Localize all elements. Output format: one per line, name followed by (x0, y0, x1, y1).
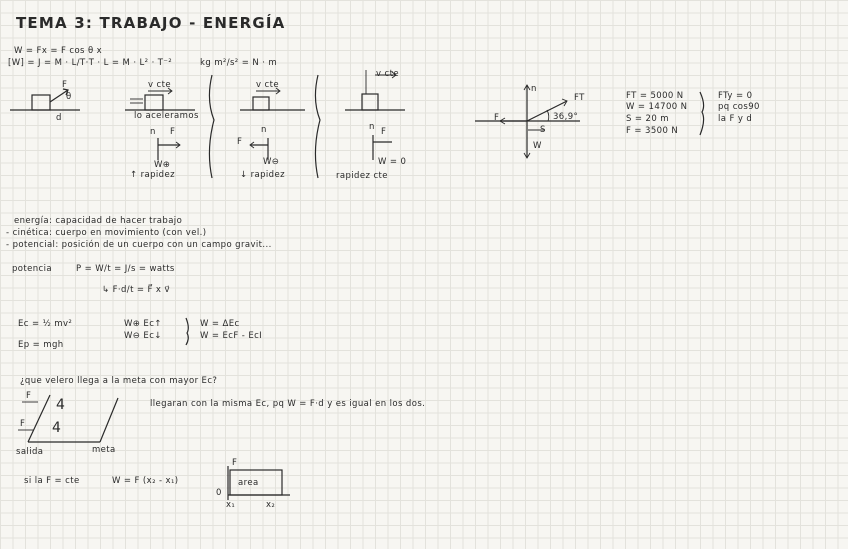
fd-w-label: W (533, 141, 542, 151)
race-f2-label: F (20, 419, 26, 429)
ec-brace (186, 318, 188, 345)
work-formula: W = Fx = F cos θ x (14, 46, 103, 56)
fd-brace (700, 92, 704, 135)
d4-force: F (381, 127, 387, 137)
work-negative: W⊖ Ec↓ (124, 331, 162, 341)
d2-velocity-label: v cte (148, 80, 171, 90)
divider-2 (315, 75, 320, 178)
work-units-si: kg m²/s² = N · m (200, 58, 278, 68)
area-x2: x₂ (266, 500, 276, 510)
race-start: salida (16, 447, 44, 457)
d2-weight: W⊕ (154, 160, 171, 170)
d2-normal: n (150, 127, 156, 137)
answer: llegaran con la misma Ec, pq W = F·d y es igual en los dos. (150, 399, 426, 409)
area-x1: x₁ (226, 500, 236, 510)
fd-f-label: F (494, 113, 500, 123)
d2-result: ↑ rapidez (130, 170, 175, 180)
d4-weight: W = 0 (378, 157, 407, 167)
work-units: [W] = J = M · L/T·T · L = M · L² · T⁻² (8, 58, 173, 68)
fd-ft-label: FT (574, 93, 585, 103)
work-energy-1: W = ΔEc (200, 319, 240, 329)
d3-box (253, 97, 269, 110)
d2-box (145, 95, 163, 110)
question: ¿que velero llega a la meta con mayor Ec? (20, 376, 218, 386)
energy-potential: - potencial: posición de un cuerpo con un campo gravit... (6, 240, 272, 250)
fd-data-1: W = 14700 N (626, 102, 688, 112)
d3-velocity-label: v cte (256, 80, 279, 90)
work-energy-2: W = EcF - EcI (200, 331, 263, 341)
race-box-1: 4 (56, 397, 66, 413)
divider-1 (209, 75, 214, 178)
d1-angle-label: θ (66, 92, 72, 102)
d1-box (32, 95, 50, 110)
kinetic-energy: Ec = ½ mv² (18, 319, 73, 329)
d1-force-label: F (62, 80, 68, 90)
d4-result: rapidez cte (336, 171, 388, 181)
race-box-2: 4 (52, 420, 62, 436)
fd-normal-label: n (531, 84, 537, 94)
race-right-side (100, 398, 118, 442)
fd-note-1: pq cos90 (718, 102, 760, 112)
page-title: TEMA 3: TRABAJO - ENERGÍA (16, 14, 286, 32)
energy-kinetic: - cinética: cuerpo en movimiento (con vel.) (6, 228, 207, 238)
area-f-label: F (232, 458, 238, 468)
d3-result: ↓ rapidez (240, 170, 285, 180)
d4-normal: n (369, 122, 375, 132)
fd-data-0: FT = 5000 N (626, 91, 684, 101)
area-equation: W = F (x₂ - x₁) (112, 476, 179, 486)
d3-weight: W⊖ (263, 157, 280, 167)
d2-force: F (170, 127, 176, 137)
d2-caption: lo aceleramos (134, 111, 199, 121)
d1-distance-label: d (56, 113, 62, 123)
energy-definition: energía: capacidad de hacer trabajo (14, 216, 183, 226)
power-label: potencia (12, 264, 52, 274)
fd-angle-label: 36,9° (553, 112, 579, 122)
power-equation: P = W/t = J/s = watts (76, 264, 175, 274)
d4-box (362, 94, 378, 110)
fd-note-0: FTy = 0 (718, 91, 753, 101)
power-equation-2: ↳ F·d/t = F⃗ x v⃗ (102, 285, 170, 295)
fd-s-label: S (540, 125, 546, 135)
fd-data-3: F = 3500 N (626, 126, 679, 136)
work-positive: W⊕ Ec↑ (124, 319, 162, 329)
d3-force: F (237, 137, 243, 147)
area-box-label: area (238, 478, 259, 488)
race-end: meta (92, 445, 116, 455)
area-zero: 0 (216, 488, 222, 498)
fd-angle-arc (547, 110, 549, 121)
d3-normal: n (261, 125, 267, 135)
d4-velocity-label: v cte (376, 69, 399, 79)
area-condition: si la F = cte (24, 476, 80, 486)
fd-note-2: la F y d (718, 114, 753, 124)
race-f1-label: F (26, 391, 32, 401)
potential-energy: Ep = mgh (18, 340, 64, 350)
fd-data-2: S = 20 m (626, 114, 669, 124)
